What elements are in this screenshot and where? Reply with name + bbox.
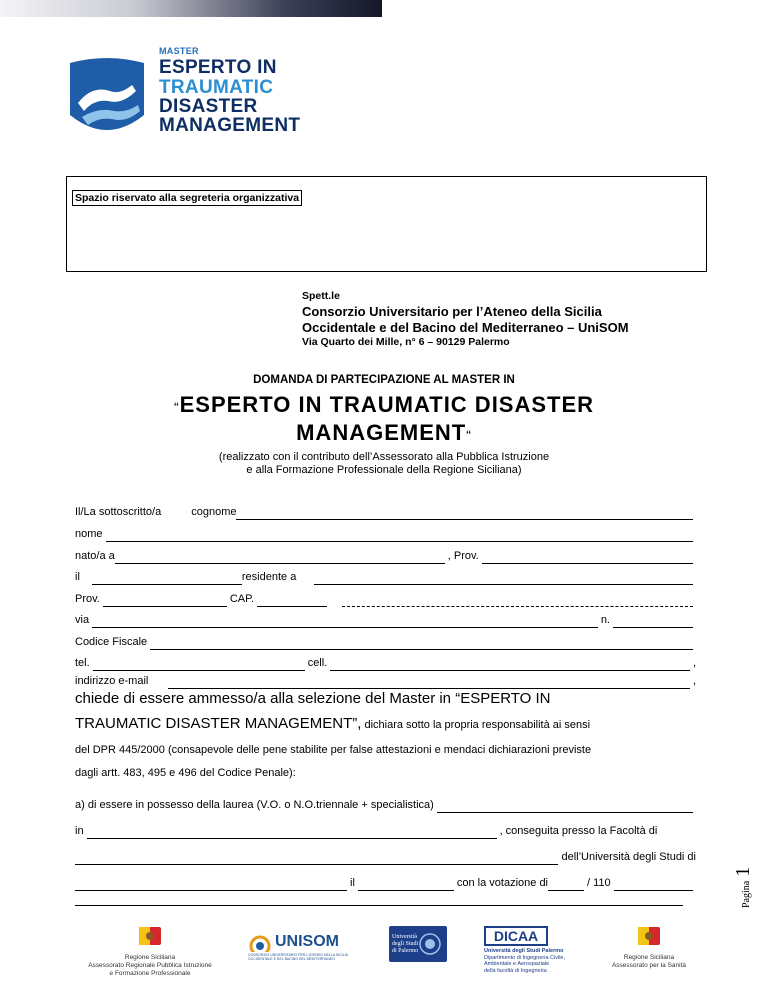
label-laurea: a) di essere in possesso della laurea (V.O. o N.O.triennale + specialistica) (75, 799, 434, 811)
row-in (75, 823, 696, 839)
domanda-title: DOMANDA DI PARTECIPAZIONE AL MASTER IN (253, 374, 515, 386)
row-laurea (75, 797, 696, 813)
label-prov-res: Prov. (75, 593, 100, 605)
row-prov-cap (75, 591, 696, 607)
logo-line-3: DISASTER (159, 96, 258, 117)
label-tel: tel. (75, 657, 90, 669)
label-nato: nato/a a (75, 550, 115, 562)
chiede-line-1: chiede di essere ammesso/a alla selezione del Master in “ESPERTO IN (75, 690, 551, 707)
row-il-residente (75, 569, 696, 585)
master-title-text-1: ESPERTO IN TRAUMATIC DISASTER (179, 392, 595, 417)
chiede-line-2 (75, 715, 705, 732)
facolta-field[interactable] (75, 853, 558, 865)
recipient-line-1: Consorzio Universitario per l’Ateneo della Sicilia (302, 304, 602, 319)
page-number-value: 1 (732, 866, 754, 877)
prov-residenza-field[interactable] (103, 595, 227, 607)
row-nome (75, 526, 696, 542)
laurea-field[interactable] (437, 801, 693, 813)
logo-line-4: MANAGEMENT (159, 115, 301, 136)
unisom-text: UNISOM (275, 933, 339, 950)
comma-cell: , (692, 657, 696, 669)
label-cap: CAP. (229, 593, 255, 605)
page-label: Pagina (741, 880, 752, 908)
regione-sanita-line-1: Regione Siciliana (623, 954, 675, 961)
cap-field[interactable] (257, 595, 327, 607)
dicaa-line-3: Ambientale e Aerospaziale (484, 961, 550, 967)
unisom-subtitle: CONSORZIO UNIVERSITARIO PER L'ATENEO DELLA SICILIA OCCIDENTALE E DEL BACINO DEL MEDITERRANEO (248, 953, 348, 961)
corso-laurea-field[interactable] (87, 827, 497, 839)
lode-field[interactable] (614, 879, 693, 891)
label-via: via (75, 614, 90, 626)
logo-line-2: TRAUMATIC (159, 77, 274, 98)
voto-field[interactable] (548, 879, 584, 891)
label-votazione: con la votazione di (456, 877, 549, 889)
via-field[interactable] (92, 616, 598, 628)
regione-pi-line-3: e Formazione Professionale (109, 970, 191, 977)
label-sottoscritto: Il/La sottoscritto/a (75, 506, 162, 518)
row-codice-fiscale (75, 634, 696, 650)
logo-line-1: ESPERTO IN (159, 57, 277, 78)
unipa-line-3: di Palermo (392, 947, 419, 954)
footer-divider (75, 905, 683, 906)
recipient-salutation: Spett.le (302, 290, 340, 302)
open-quote: “ (173, 399, 180, 415)
cognome-field[interactable] (236, 508, 693, 520)
dicaa-line-2: Dipartimento di Ingegneria Civile, (484, 954, 566, 961)
master-title-text-2: MANAGEMENT (296, 420, 467, 445)
regione-pi-line-1: Regione Siciliana (124, 954, 176, 961)
dichiara-text: dichiara sotto la propria responsabilità ai sensi (361, 719, 591, 731)
regione-siciliana-crest-icon (137, 925, 163, 947)
numero-field[interactable] (613, 616, 693, 628)
recipient-address: Via Quarto dei Mille, n° 6 – 90129 Palermo (302, 336, 510, 348)
nome-field[interactable] (106, 530, 693, 542)
recipient-line-2: Occidentale e del Bacino del Mediterraneo – UniSOM (302, 320, 629, 335)
email-field[interactable] (168, 677, 690, 689)
label-conseguita: , conseguita presso la Facoltà di (499, 825, 658, 837)
footer-regione-sanita (604, 925, 694, 970)
data-laurea-field[interactable] (358, 879, 454, 891)
residenza-field[interactable] (314, 573, 693, 585)
regione-siciliana-crest-icon-2 (636, 925, 662, 947)
master-title-line-2 (0, 420, 768, 446)
universita-field[interactable] (75, 879, 347, 891)
dicaa-text: DICAA (484, 926, 548, 946)
footer-regione-pi (86, 925, 214, 978)
row-data-votazione (75, 875, 696, 891)
label-numero: n. (600, 614, 610, 626)
label-il-data: il (350, 877, 355, 889)
subtitle-line-2: e alla Formazione Professionale della Regione Siciliana) (246, 464, 522, 476)
label-nome: nome (75, 528, 103, 540)
comma-email: , (692, 675, 696, 687)
unisom-sun-icon (248, 932, 272, 952)
row-universita (75, 849, 696, 865)
unipa-line-2: degli Studi (392, 940, 419, 947)
row-sottoscritto (75, 504, 696, 520)
label-in: in (75, 825, 84, 837)
label-email: indirizzo e-mail (75, 675, 149, 687)
data-nascita-field[interactable] (92, 573, 242, 585)
label-su110: / 110 (587, 877, 611, 889)
cell-field[interactable] (330, 659, 690, 671)
row-nato (75, 548, 696, 564)
label-prov: , Prov. (447, 550, 479, 562)
page-number (728, 850, 758, 910)
subtitle-line-1: (realizzato con il contributo dell’Assessorato alla Pubblica Istruzione (218, 451, 550, 463)
reserved-box-label: Spazio riservato alla segreteria organizzativa (72, 190, 302, 206)
logo-master-text: MASTER (159, 46, 199, 56)
dicaa-line-1: Università degli Studi Palermo (484, 948, 564, 954)
row-via (75, 612, 696, 628)
codice-fiscale-field[interactable] (150, 638, 693, 650)
unipa-seal-icon (418, 930, 442, 958)
dicaa-line-4: della facoltà di Ingegneria (484, 967, 547, 974)
label-cell: cell. (307, 657, 328, 669)
label-cognome: cognome (191, 506, 237, 518)
regione-sanita-line-2: Assessorato per la Sanità (611, 962, 687, 969)
dpr-line-2: dagli artt. 483, 495 e 496 del Codice Penale): (75, 767, 296, 779)
master-title-line-1 (0, 392, 768, 418)
footer-uni-palermo-logo (389, 926, 447, 962)
label-residente: residente a (241, 571, 297, 583)
label-il: il (75, 571, 80, 583)
row-email (75, 673, 696, 689)
footer-unisom-logo (248, 932, 352, 961)
top-decoration-bar (0, 0, 382, 17)
dpr-line-1: del DPR 445/2000 (consapevole delle pene stabilite per false attestazioni e mendaci dichiarazioni previste (75, 744, 592, 756)
footer-dicaa-logo (484, 926, 580, 974)
unipa-line-1: Università (392, 933, 417, 940)
hands-logo-icon (62, 55, 152, 141)
luogo-nascita-field[interactable] (115, 552, 445, 564)
row-tel-cell (75, 655, 696, 671)
prov-nascita-field[interactable] (482, 552, 693, 564)
regione-pi-line-2: Assessorato Regionale Pubblica Istruzione (88, 962, 212, 969)
cap-extra-field[interactable] (342, 595, 693, 607)
close-quote: “ (466, 427, 472, 443)
label-codice-fiscale: Codice Fiscale (75, 636, 148, 648)
tel-field[interactable] (93, 659, 305, 671)
label-universita: dell’Università degli Studi di (561, 851, 696, 863)
chiede-master-name: TRAUMATIC DISASTER MANAGEMENT”, (75, 715, 362, 732)
